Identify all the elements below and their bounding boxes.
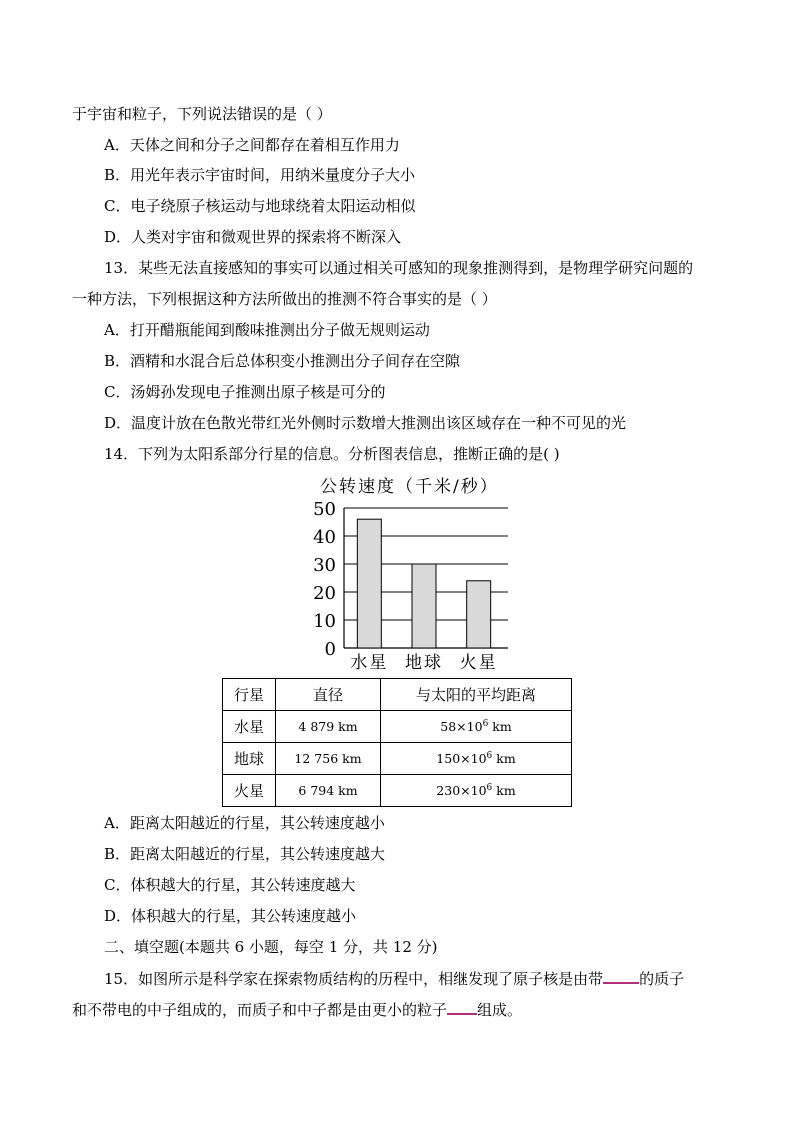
cell-distance: $150\times 10^6$ km [381, 743, 572, 775]
q15-line1-text-a: 15．如图所示是科学家在探索物质结构的历程中，相继发现了原子核是由带 [104, 970, 604, 988]
chart-bar [357, 519, 381, 648]
chart-x-label: 火星 [459, 653, 498, 672]
q14-option-a: A．距离太阳越近的行星，其公转速度越小 [104, 814, 385, 832]
q14-stem: 14．下列为太阳系部分行星的信息。分析图表信息，推断正确的是( ) [104, 445, 560, 463]
chart-y-tick-label: 20 [313, 583, 336, 604]
q13-option-d: D．温度计放在色散光带红光外侧时示数增大推测出该区域存在一种不可见的光 [104, 414, 627, 432]
q12-option-c: C．电子绕原子核运动与地球绕着太阳运动相似 [104, 197, 416, 215]
q13-option-c: C．汤姆孙发现电子推测出原子核是可分的 [104, 383, 386, 401]
chart-y-tick-label: 30 [313, 555, 336, 576]
cell-planet: 水星 [223, 711, 276, 743]
q15-line1 [104, 968, 684, 989]
cell-distance: $58\times 10^6$ km [381, 711, 572, 743]
q12-option-d: D．人类对宇宙和微观世界的探索将不断深入 [104, 228, 402, 246]
q15-line2-text-b: 组成。 [477, 1001, 523, 1019]
q15-line1-text-b: 的质子 [639, 970, 685, 988]
chart-y-tick-label: 10 [313, 611, 336, 632]
cell-diameter: 6 794 km [276, 775, 381, 807]
chart-y-ticks [313, 499, 336, 660]
chart-y-tick-label: 50 [313, 499, 336, 520]
cell-planet: 火星 [223, 775, 276, 807]
q14-option-c: C．体积越大的行星，其公转速度越大 [104, 876, 356, 894]
section-heading-fill-blank: 二、填空题(本题共 6 小题，每空 1 分，共 12 分) [104, 938, 438, 956]
chart-y-tick-label: 0 [324, 639, 336, 660]
table-header-row [223, 679, 572, 711]
q13-stem-line1: 13．某些无法直接感知的事实可以通过相关可感知的现象推测得到，是物理学研究问题的 [104, 259, 694, 277]
header-diameter: 直径 [276, 679, 381, 711]
cell-planet: 地球 [223, 743, 276, 775]
chart-bars [357, 519, 490, 648]
q12-stem: 于宇宙和粒子，下列说法错误的是（ ） [72, 105, 332, 123]
q13-stem-line2: 一种方法，下列根据这种方法所做出的推测不符合事实的是（ ） [72, 290, 497, 308]
chart-x-label: 地球 [405, 653, 443, 672]
header-distance: 与太阳的平均距离 [381, 679, 572, 711]
q12-option-a: A．天体之间和分子之间都存在着相互作用力 [104, 136, 400, 154]
orbital-speed-bar-chart [300, 472, 520, 672]
q13-option-a: A．打开醋瓶能闻到酸味推测出分子做无规则运动 [104, 321, 430, 339]
chart-bar [467, 581, 491, 648]
cell-distance: $230\times 10^6$ km [381, 775, 572, 807]
table-row [223, 775, 572, 807]
q15-blank-1[interactable] [603, 968, 639, 984]
header-planet: 行星 [223, 679, 276, 711]
chart-x-label: 水星 [350, 653, 389, 672]
q12-option-b: B．用光年表示宇宙时间，用纳米量度分子大小 [104, 166, 416, 184]
q15-blank-2[interactable] [447, 999, 477, 1015]
planet-info-table [222, 678, 572, 807]
chart-bar [412, 564, 436, 648]
q13-option-b: B．酒精和水混合后总体积变小推测出分子间存在空隙 [104, 352, 461, 370]
table-row [223, 743, 572, 775]
cell-diameter: 12 756 km [276, 743, 381, 775]
cell-diameter: 4 879 km [276, 711, 381, 743]
q14-option-b: B．距离太阳越近的行星，其公转速度越大 [104, 845, 386, 863]
chart-x-labels [350, 653, 497, 672]
q15-line2 [72, 999, 522, 1020]
chart-title: 公转速度（千米/秒） [320, 477, 499, 497]
table-row [223, 711, 572, 743]
q15-line2-text-a: 和不带电的中子组成的，而质子和中子都是由更小的粒子 [72, 1001, 448, 1019]
q14-option-d: D．体积越大的行星，其公转速度越小 [104, 907, 357, 925]
chart-y-tick-label: 40 [313, 527, 336, 548]
